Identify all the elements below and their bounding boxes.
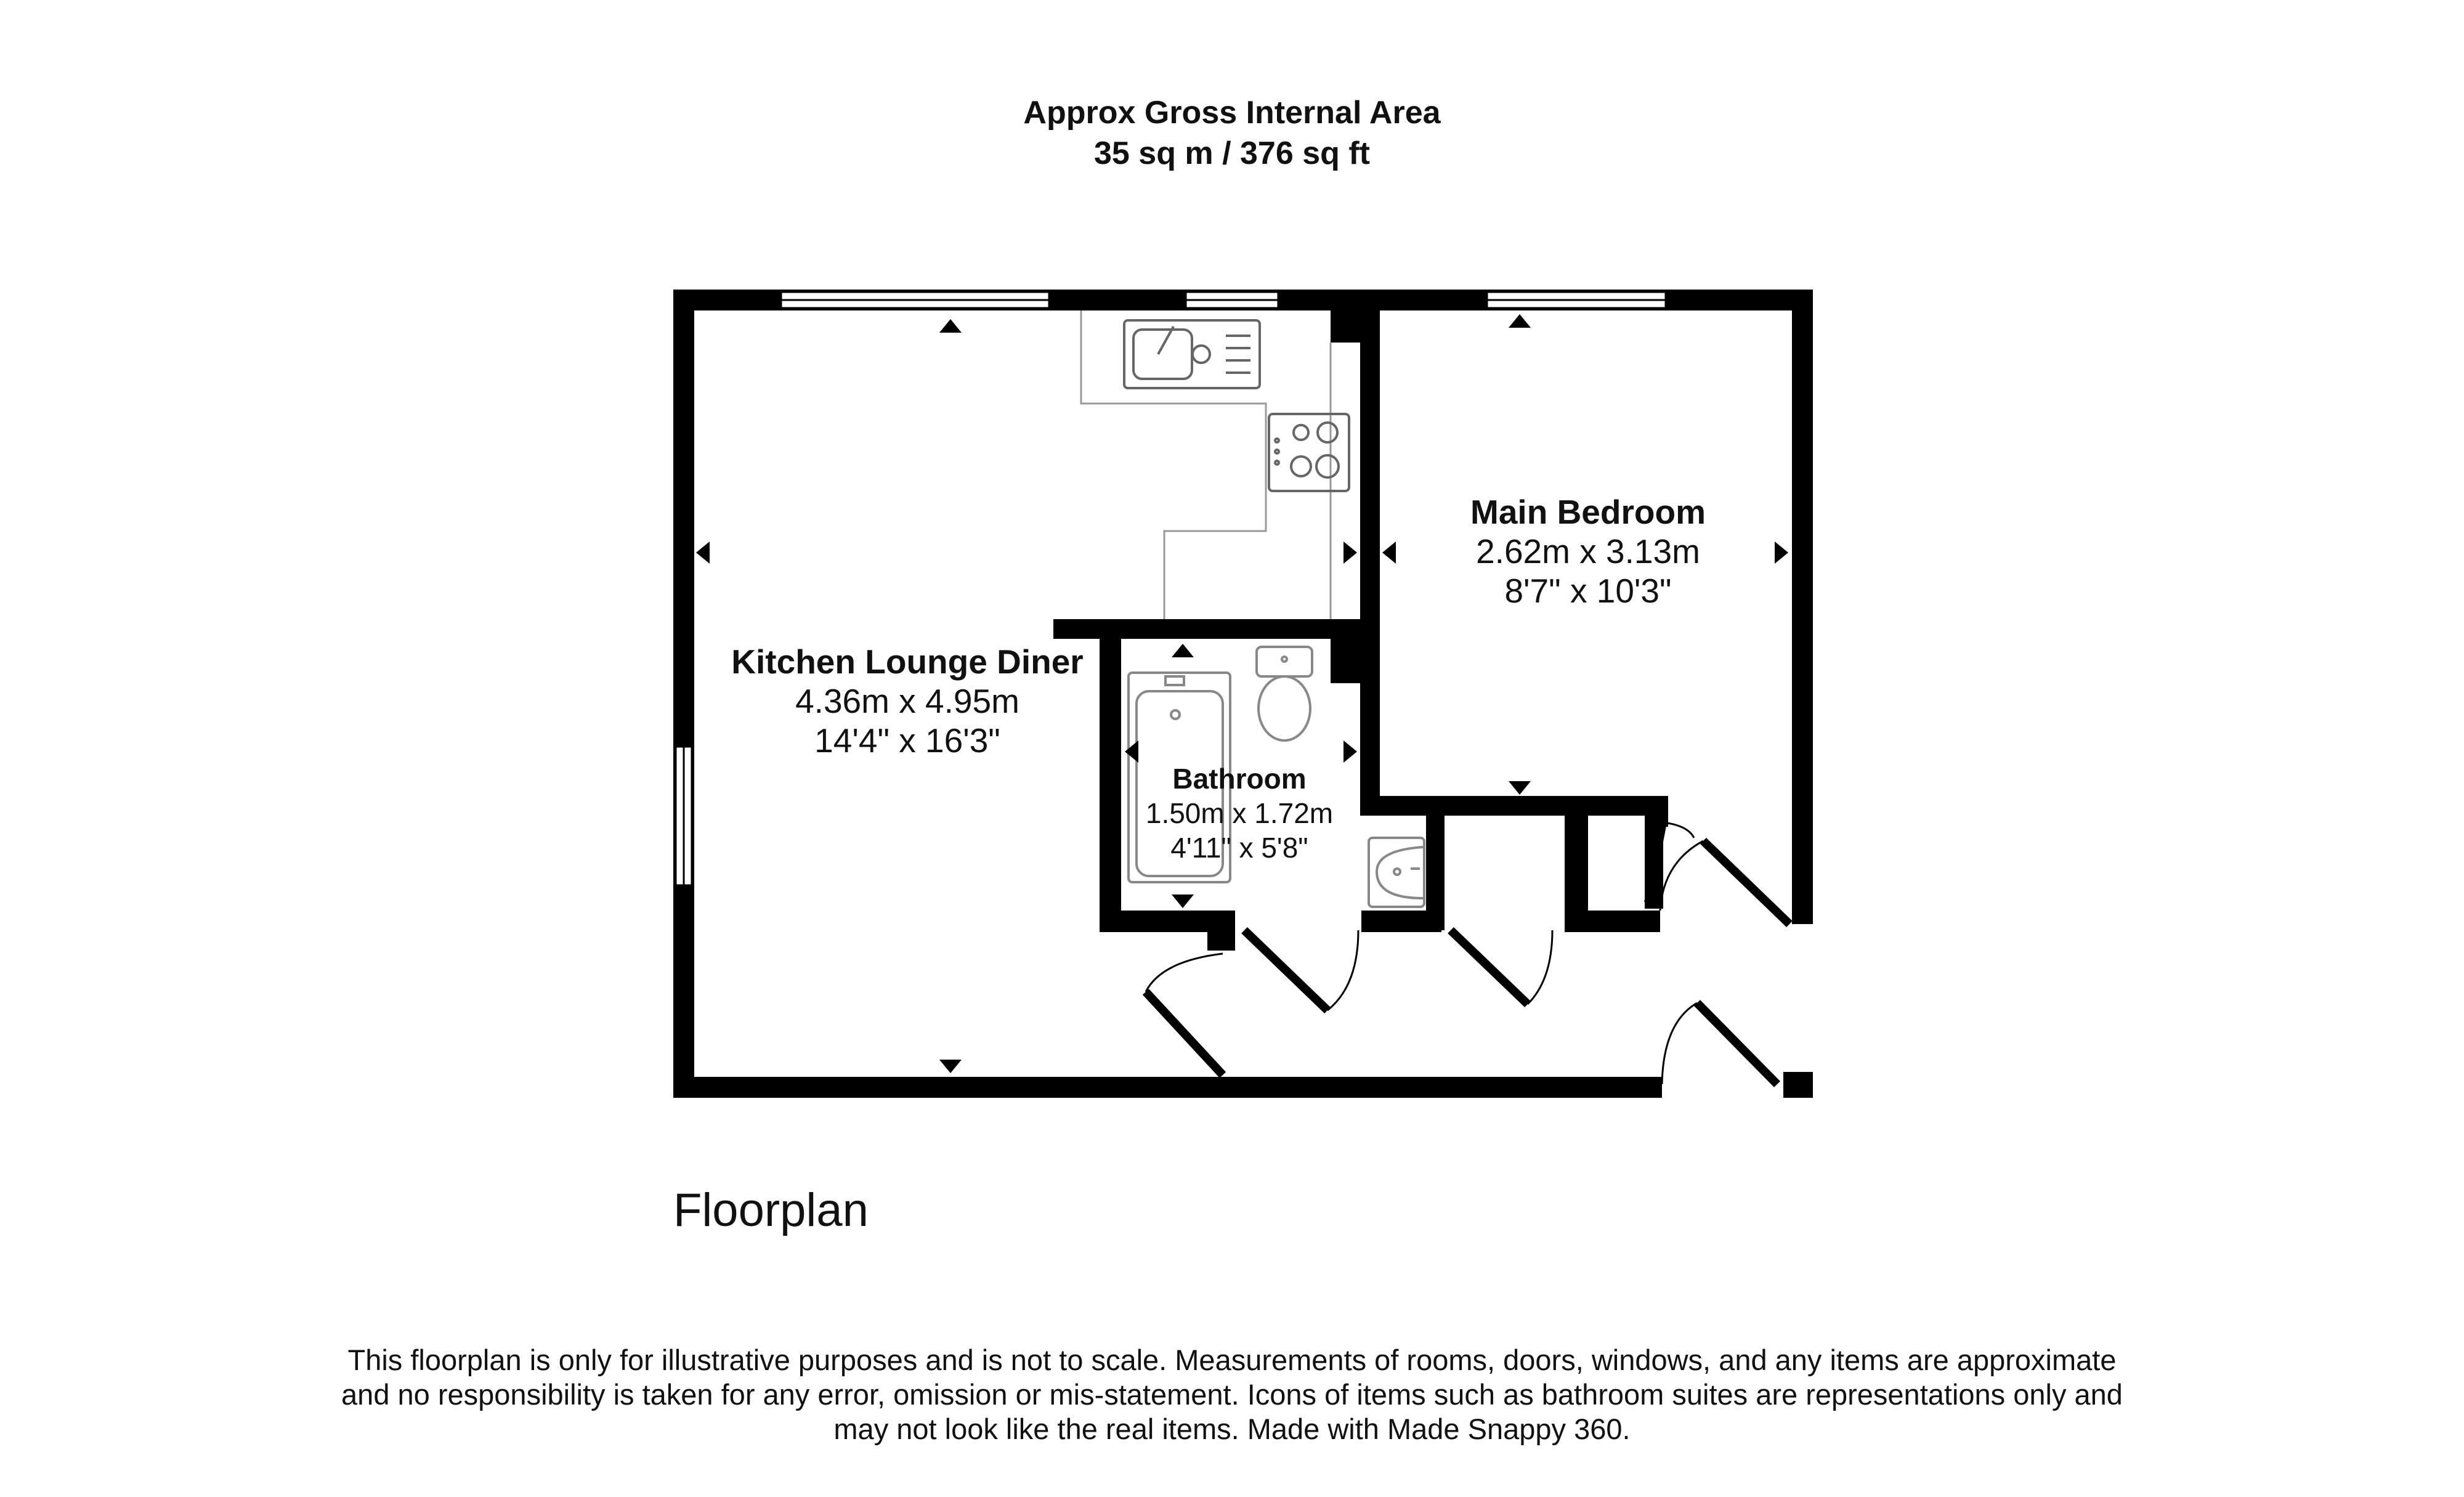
disclaimer-line-2: and no responsibility is taken for any error, omission or mis-statement. Icons of items such as bathroom suites are representations only and	[341, 1378, 2123, 1411]
wall-bath-left	[1100, 638, 1121, 930]
kitchen-worktop	[1081, 310, 1331, 619]
disclaimer-line-3: may not look like the real items. Made with Made Snappy 360.	[833, 1413, 1631, 1445]
arrow-kitchen-top	[939, 319, 962, 333]
bedroom-name: Main Bedroom	[1470, 493, 1706, 531]
basin-icon	[1369, 838, 1424, 907]
door-entrance	[1697, 1003, 1777, 1084]
wall-bath-stub-right	[1331, 639, 1360, 683]
door-kitchen	[1146, 992, 1223, 1075]
room-label-kitchen	[731, 643, 1083, 760]
bathroom-metric: 1.50m x 1.72m	[1145, 797, 1334, 829]
wall-right-lower	[1783, 1072, 1813, 1098]
floor-label: Floorplan	[673, 1184, 869, 1236]
wall-closet-divider-1	[1426, 813, 1445, 930]
arrow-bedroom-top	[1509, 314, 1531, 328]
bedroom-imperial: 8'7" x 10'3"	[1504, 572, 1672, 610]
arrow-bedroom-bottom	[1509, 781, 1531, 795]
bathroom-imperial: 4'11" x 5'8"	[1170, 832, 1308, 864]
arrow-bath-left	[1125, 740, 1138, 763]
wall-bedroom-bottom	[1360, 796, 1668, 816]
area-value: 35 sq m / 376 sq ft	[1094, 136, 1370, 171]
room-label-bedroom	[1470, 493, 1706, 610]
toilet-icon	[1257, 647, 1312, 740]
wall-bath-top	[1053, 619, 1361, 639]
bathroom-name: Bathroom	[1172, 763, 1307, 795]
kitchen-sink-icon	[1124, 320, 1260, 388]
kitchen-imperial: 14'4" x 16'3"	[814, 721, 1000, 760]
arrow-bath-bottom	[1172, 895, 1194, 908]
wall-bottom	[673, 1077, 1662, 1098]
bedroom-metric: 2.62m x 3.13m	[1476, 532, 1700, 570]
area-title: Approx Gross Internal Area	[1023, 95, 1441, 131]
hob-icon	[1269, 414, 1349, 491]
door-bedroom	[1703, 841, 1789, 924]
arrow-bath-right	[1343, 740, 1357, 763]
disclaimer	[0, 1343, 2464, 1446]
disclaimer-line-1: This floorplan is only for illustrative purposes and is not to scale. Measurements of rooms, doors, windows, and any items are approximate	[347, 1344, 2117, 1376]
door-closet-1	[1451, 930, 1528, 1004]
wall-right-upper	[1792, 290, 1813, 924]
wall-bedroom-left	[1360, 310, 1380, 801]
room-label-bathroom	[1146, 763, 1333, 864]
arrow-bath-top	[1172, 644, 1194, 657]
door-bathroom	[1244, 930, 1327, 1010]
arrow-kitchen-bottom	[939, 1060, 962, 1073]
wall-closet-bottom	[1565, 911, 1660, 932]
kitchen-metric: 4.36m x 4.95m	[795, 682, 1019, 720]
kitchen-name: Kitchen Lounge Diner	[731, 643, 1084, 681]
arrow-bedroom-left	[1382, 542, 1396, 564]
wall-bath-post	[1207, 911, 1235, 951]
wall-pillar	[1331, 310, 1360, 343]
arrow-bedroom-right	[1775, 542, 1788, 564]
arrow-kitchen-left	[696, 542, 710, 564]
arrow-kitchen-right	[1343, 542, 1357, 564]
wall-left	[673, 290, 694, 1095]
